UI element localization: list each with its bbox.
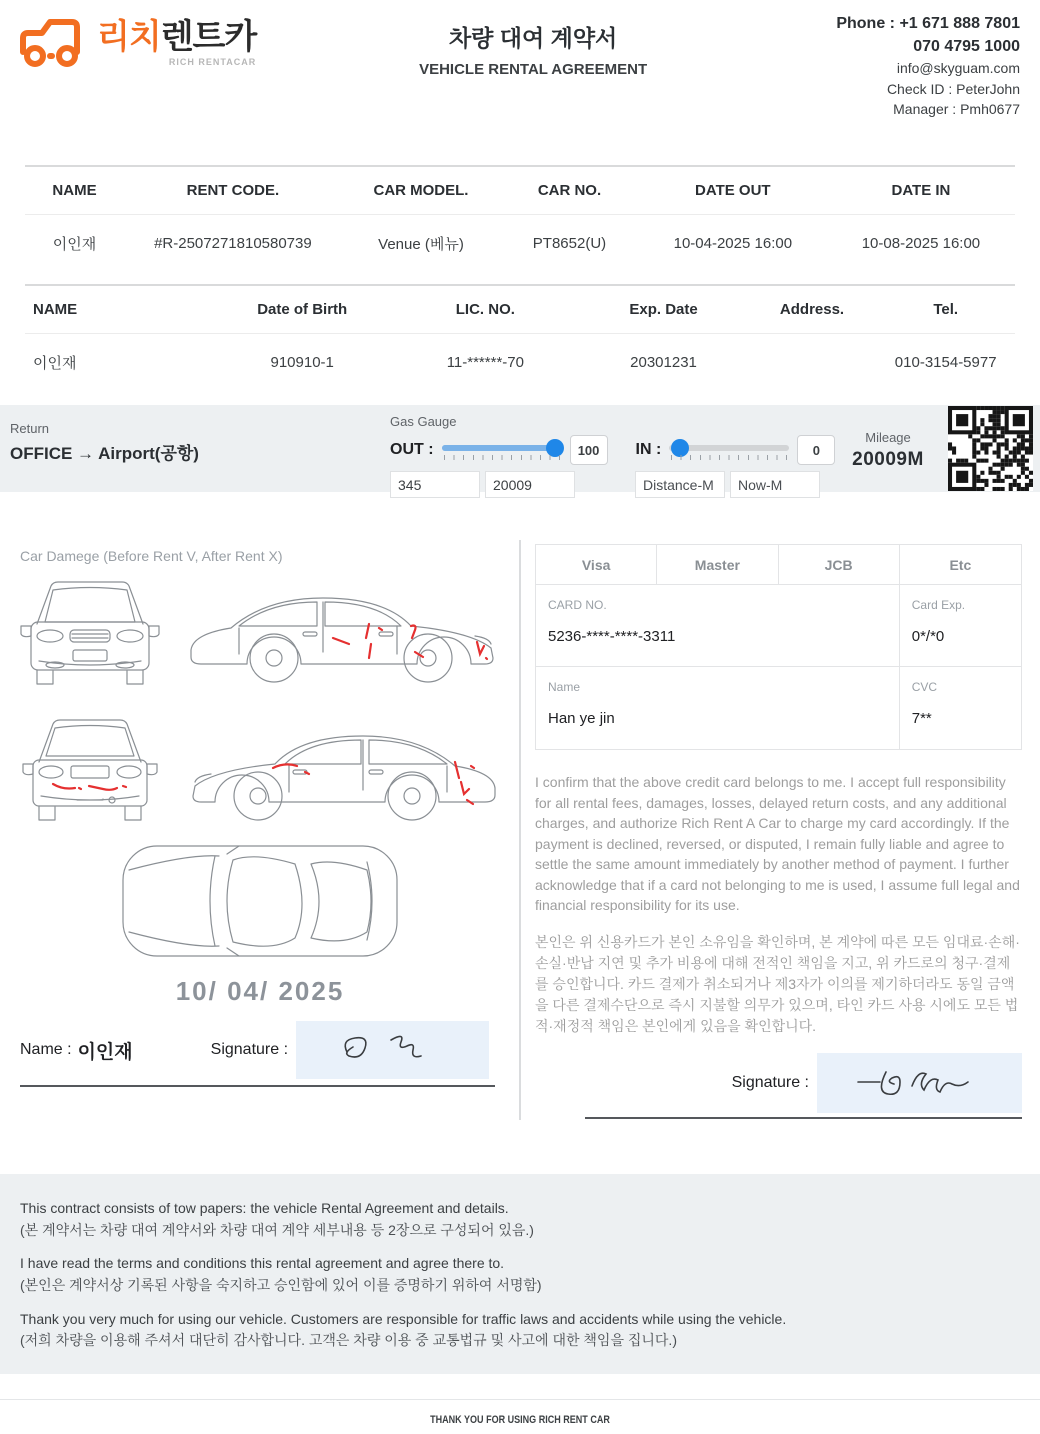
logo-wordmark: 리치렌트카 [97,18,257,56]
footer-terms [0,1174,1040,1374]
col-header-date-out: DATE OUT [695,182,771,199]
credit-card-form [535,544,1022,750]
logo-subtitle: RICH RENTACAR [168,57,257,67]
renter-name-value: 이인재 [77,1041,133,1063]
col-header-date-in: DATE IN [891,182,951,199]
tab-master[interactable]: Master [657,545,778,585]
tab-jcb[interactable]: JCB [779,545,900,585]
card-cvc-field[interactable] [900,667,1021,749]
col-header-lic-no: LIC. NO. [455,301,515,318]
qr-code-wrap [948,406,1033,491]
manager: Manager : Pmh0677 [893,100,1020,117]
cell-date-in: 10-08-2025 16:00 [861,235,981,252]
car-right-side-view-diagram [183,704,503,832]
return-route: OFFICE → Airport(공항) [10,444,199,463]
cell-tel: 010-3154-5977 [894,354,997,371]
return-info [10,421,199,464]
cell-dob: 910910-1 [270,354,334,371]
main-section [0,492,1040,1120]
card-cvc-label: CVC [911,680,938,694]
col-header-exp-date: Exp. Date [629,301,698,318]
renter-signature-label: Signature : [210,1041,289,1058]
car-logo-icon [15,12,93,75]
car-rear-view-diagram [15,708,165,832]
cell-renter-name: 이인재 [52,236,97,253]
card-holder-value: Han ye jin [548,710,615,727]
car-damage-panel [15,538,505,1120]
gas-gauge-label: Gas Gauge [390,414,457,429]
driver-table-row [25,334,1015,404]
inspection-date: 10/ 04/ 2025 [175,976,345,1006]
card-exp-label: Card Exp. [911,598,966,612]
vertical-divider [519,540,521,1120]
contact-info [810,12,1020,119]
gas-gauge-controls [390,435,835,465]
card-exp-field[interactable] [900,585,1021,667]
title-english: VEHICLE RENTAL AGREEMENT [419,61,648,78]
cardholder-signature-image [850,1058,990,1108]
car-left-side-view-diagram [183,566,503,694]
cell-lic-no: 11-******-70 [446,354,524,371]
card-number-label: CARD NO. [548,598,607,612]
gas-in-value: 0 [797,435,835,465]
footer-term-1-en: This contract consists of tow papers: the vehicle Rental Agreement and details. [20,1200,509,1216]
footer-term-3-kr: (저희 차량을 이용해 주셔서 대단히 감사합니다. 고객은 차량 이용 중 교통법규 및 사고에 대한 책임을 집니다.) [20,1332,677,1349]
driver-table-header-row [25,285,1015,334]
card-exp-value: 0*/*0 [911,628,945,645]
footer-term-2-kr: (본인은 계약서상 기록된 사항을 숙지하고 승인함에 있어 이를 증명하기 위하여 서명함) [20,1277,542,1294]
col-header-rent-code: RENT CODE. [186,182,280,199]
renter-signature-image [333,1026,453,1074]
cell-rent-code: #R-2507271810580739 [154,235,312,252]
col-header-name: NAME [52,182,97,199]
cardholder-signature-label: Signature : [731,1074,809,1092]
col-header-dob: Date of Birth [257,301,348,318]
card-holder-label: Name [548,680,581,694]
return-label: Return [10,421,50,436]
title-korean: 차량 대여 계약서 [448,25,618,51]
tab-etc[interactable]: Etc [900,545,1021,585]
card-number-value: 5236-****-****-3311 [548,628,676,645]
out-now-input[interactable] [485,471,575,498]
col-header-car-no: CAR NO. [537,182,602,199]
car-top-view-diagram [115,840,405,962]
footer-term-1-kr: (본 계약서는 차량 대여 계약서와 차량 대여 계약 세부내용 등 2장으로 구성되어 있음.) [20,1221,534,1238]
qr-code [948,406,1033,491]
in-now-input[interactable] [730,471,820,498]
company-logo [15,12,256,75]
cell-driver-name: 이인재 [33,355,77,372]
rental-table-row [25,215,1015,285]
in-distance-input[interactable] [635,471,725,498]
thanks-message: THANK YOU FOR USING RICH RENT CAR [430,1414,610,1427]
cell-date-out: 10-04-2025 16:00 [673,235,793,252]
phone-secondary: 070 4795 1000 [913,38,1020,56]
gas-in-label: IN : [635,441,662,458]
footer-term-2-en: I have read the terms and conditions this rental agreement and agree there to. [20,1255,505,1272]
driver-info-table [25,284,1015,403]
car-damage-diagrams [15,566,505,962]
gas-gauge-band [0,405,1040,492]
footer-term-3 [20,1309,1040,1352]
mileage-inputs [390,471,820,498]
payment-panel [535,538,1022,1120]
email: info@skyguam.com [896,60,1020,77]
document-title [256,12,810,78]
footer-term-1 [20,1198,1040,1241]
car-front-view-diagram [15,566,165,694]
card-number-field[interactable] [536,585,900,667]
card-cvc-value: 7** [911,710,932,727]
cell-car-no: PT8652(U) [532,235,607,252]
car-damage-title: Car Damege (Before Rent V, After Rent X) [20,548,283,564]
renter-name-label: Name : [20,1041,72,1058]
card-confirmation-english: I confirm that the above credit card belongs to me. I accept full responsibility for all rental fees, damages, losses, delayed return costs, and any additional charges, and authorize Rich Rent A Car to charge my card accordingly. If the payment is declined, reversed, or disputed, I remain fully liable and agree to settle the same amount immediately by another method of payment. I further acknowledge that if a card not belonging to me is used, I assume full legal and financial responsibility for its use. [535,774,1020,914]
cell-address [748,334,877,404]
mileage-info [838,430,938,471]
col-header-tel: Tel. [933,301,959,318]
gas-out-value: 100 [570,435,608,465]
footer-term-3-en: Thank you very much for using our vehicle. Customers are responsible for traffic laws and accidents while using the vehicle. [20,1310,787,1327]
tab-visa[interactable]: Visa [536,545,657,585]
card-confirmation-korean: 본인은 위 신용카드가 본인 소유임을 확인하며, 본 계약에 따른 모든 임대료·손해·손실·반납 지연 및 추가 비용에 대해 전적인 책임을 지고, 위 카드로의 청구·결제를 승인합니다. 카드 결제가 취소되거나 제3자가 이의를 제기하더라도 동일 금액을 다른 결제수단으로 즉시 지불할 의무가 있으며, 타인 카드 사용 시에도 모든 법적·재정적 책임은 본인에게 있음을 확인합니다. [535,934,1020,1035]
gas-out-slider[interactable] [442,438,562,462]
check-id: Check ID : PeterJohn [886,80,1020,97]
cell-exp-date: 20301231 [630,354,697,371]
thanks-bar [0,1399,1040,1434]
card-holder-field[interactable] [536,667,900,749]
gas-out-slider-ticks [444,455,560,460]
cell-car-model: Venue (베뉴) [378,236,464,253]
header [0,0,1040,160]
footer-term-2 [20,1253,1040,1296]
phone-primary: Phone : +1 671 888 7801 [836,15,1020,32]
col-header-address: Address. [779,301,845,318]
out-distance-input[interactable] [390,471,480,498]
gas-in-slider[interactable] [669,438,789,462]
renter-signature-row [20,1021,495,1087]
col-header-driver-name: NAME [33,301,78,318]
mileage-value: 20009M [852,449,924,470]
cardholder-signature-row [585,1053,1022,1119]
renter-signature-pad[interactable] [296,1021,489,1079]
mileage-label: Mileage [865,430,911,445]
gas-in-slider-ticks [671,455,787,460]
col-header-car-model: CAR MODEL. [373,182,469,199]
rental-table-header-row [25,166,1015,215]
gas-out-label: OUT : [390,441,434,458]
rental-info-table [25,165,1015,284]
cardholder-signature-pad[interactable] [817,1053,1022,1113]
